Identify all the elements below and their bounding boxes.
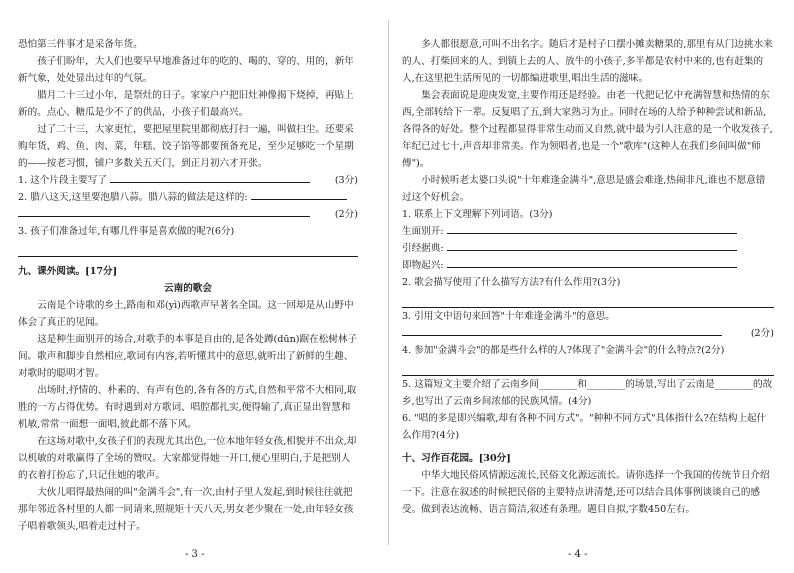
answer-blank[interactable]	[110, 172, 310, 183]
right-page	[402, 36, 774, 518]
page-number: - 3 -	[185, 549, 205, 560]
question-6: 6. "唱的多是即兴编歌,却有各种不同方式"。"种种不同方式"具体指什么?在结构上起什么作用?(4分)	[402, 413, 767, 441]
answer-line[interactable]	[402, 291, 774, 308]
term-label: 引经据典:	[402, 243, 444, 254]
question-3: 3. 引用文中语句来回答"十年难逢金满斗"的意思。	[402, 311, 615, 322]
question-4: 4. 参加"金满斗会"的都是些什么样的人?体现了"金满斗会"的什么特点?(2分)	[402, 345, 725, 356]
question-2	[18, 189, 358, 206]
left-page	[18, 36, 358, 535]
story-paragraph: 小时候听老太婆口头说"十年难逢金满斗",意思是盛会难逢,热闹非凡,谁也不愿意错过这个好机会。	[402, 175, 766, 203]
term-label: 即物起兴:	[402, 260, 444, 271]
intro-paragraph: 过了二十三，大家更忙，要把屋里院里都彻底打扫一遍，叫做扫尘。还要采购年货，鸡、鱼、肉、菜，年糕、饺子馅等都要预备充足，至少足够吃一个星期的——按老习惯，铺户多数关五天门，到正月初六才开张。	[18, 124, 354, 169]
question-5: 5. 这篇短文主要介绍了云南乡间________和________的场景,写出了云南是________的故乡,也写出了云南乡间浓郁的民族风情。(4分)	[402, 379, 773, 407]
question-1: 1. 联系上下文理解下列词语。(3分)	[402, 209, 553, 220]
story-paragraph: 集会表面说是迎庚发宽,主要作用还是经验。由老一代把记忆中充满智慧和热情的东西,全部转给下一辈。反复唱了五,到大家熟习为止。同时在场的人给予种种尝试和新品,各得各的好处。整个过程都显得非常生动而又自然,就中最为引人注意的是一个收发孩子,年纪已过七十,声音却非常美。作为领唱者,也是一个"歌库"(这种人在我们乡间叫做"师傅")。	[402, 90, 773, 169]
answer-blank[interactable]	[447, 223, 737, 234]
intro-paragraph: 恐怕第三件事才是采备年货。	[18, 39, 143, 50]
question-3-line	[402, 325, 774, 342]
story-paragraph: 出场时,抒情的、朴素的、有声有色的,各有各的方式,自然和平常不大相同,取胜的一方占得优势。有时遇到对方歌词、唱腔都扎实,便得输了,真正显出智慧和机敏,常常一面想一面唱,彼此都不落下风。	[18, 385, 357, 430]
answer-line[interactable]	[402, 359, 774, 376]
story-paragraph: 云南是个诗歌的乡土,路南和邓(yì)西歌声早著名全国。这一回却是从山野中体会了真正的见闻。	[18, 300, 354, 328]
question-score: (2分)	[750, 328, 774, 339]
essay-prompt: 中华大地民俗风情源远流长,民俗文化源远流长。请你选择一个我国的传统节日介绍一下。注意在叙述的时候把民俗的主要特点讲清楚,还可以结合具体事例谈谈自己的感受。做到表达流畅、语言简洁,叙述有条理。题目自拟,字数450左右。	[402, 470, 770, 515]
story-paragraph: 多人都很愿意,可叫不出名字。随后才是村子口摆小摊卖糖果的,那里有从门边挑水来的人、打柴回来的人、到镇上去的人、放牛的小孩子,多半都是农村中来的,也有赶集的人,在这里把生活所见的一切都编进歌里,唱出生活的滋味。	[402, 39, 773, 84]
answer-blank[interactable]	[18, 206, 310, 217]
answer-blank[interactable]	[447, 240, 737, 251]
story-paragraph: 这是种生面别开的场合,对歌手的本事是自由的,是各处蹲(dūn)踞在松树林子间。歌声和脚步自然相应,歌词有内容,若听懂其中的意思,就听出了新鲜的生趣、对歌时的聪明才智。	[18, 334, 358, 379]
section-title: 十、习作百花园。[30分]	[402, 453, 511, 464]
question-3: 3. 孩子们准备过年,有哪几件事是喜欢做的呢?(6分)	[18, 226, 235, 237]
story-paragraph: 在这场对歌中,女孩子们的表现尤其出色,一位本地年轻女孩,相貌并不出众,却以机敏的对歌赢得了全场的赞叹。大家都觉得她一开口,便心里明白,于是把别人的衣着打扮忘了,只记住她的歌声。	[18, 436, 357, 481]
term-label: 生面别开:	[402, 226, 444, 237]
intro-paragraph: 腊月二十三过小年，是祭灶的日子。家家户户把旧灶神像揭下烧掉，再贴上新的。点心、糖瓜是少不了的供品，小孩子们最高兴。	[18, 90, 354, 118]
answer-blank[interactable]	[402, 325, 722, 336]
question-2-line	[18, 206, 358, 223]
intro-paragraph: 孩子们盼年，大人们也要早早地准备过年的吃的、喝的、穿的、用的，新年新气象，处处显出过年的气氛。	[18, 56, 354, 84]
question-score: (2分)	[334, 209, 358, 220]
section-title: 九、课外阅读。[17分]	[18, 266, 118, 277]
center-fold-divider	[388, 20, 389, 545]
answer-blank[interactable]	[251, 189, 347, 200]
term-row	[402, 257, 774, 274]
answer-line[interactable]	[18, 240, 358, 257]
question-2: 2. 歌会描写使用了什么描写方法?有什么作用?(3分)	[402, 277, 621, 288]
question-1	[18, 172, 358, 189]
term-row	[402, 240, 774, 257]
page-number: - 4 -	[568, 549, 588, 560]
question-score: (3分)	[334, 175, 358, 186]
answer-blank[interactable]	[447, 257, 737, 268]
question-text: 2. 腊八这天,这里要泡腊八蒜。腊八蒜的做法是这样的:	[18, 192, 248, 203]
question-text: 1. 这个片段主要写了	[18, 175, 107, 186]
term-row	[402, 223, 774, 240]
story-paragraph: 大伙儿唱得最热闹的叫"金满斗会",有一次,由村子里人发起,到时候往往就把那年邻近各村里的人都一同请来,照规矩十天八天,男女老少聚在一处,由年轻女孩子唱着歌领头,唱着走过村子。	[18, 487, 354, 532]
story-title: 云南的歌会	[164, 283, 212, 294]
